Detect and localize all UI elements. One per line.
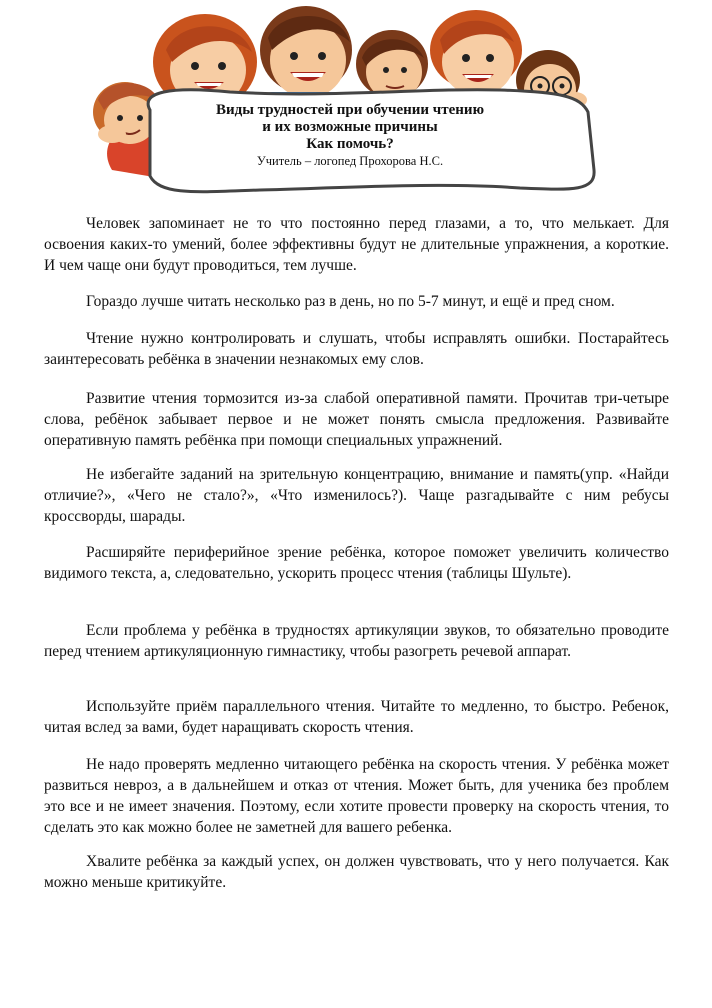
paragraph: Гораздо лучше читать несколько раз в день, но по 5-7 минут, и ещё и пред сном.	[86, 293, 615, 310]
paragraph: Хвалите ребёнка за каждый успех, он должен чувствовать, что у него получается. Как можно меньше критикуйте.	[44, 853, 669, 891]
paragraph: Если проблема у ребёнка в трудностях артикуляции звуков, то обязательно проводите перед чтением артикуляционную гимнастику, чтобы разогреть речевой аппарат.	[44, 622, 669, 660]
paragraph: Используйте приём параллельного чтения. Читайте то медленно, то быстро. Ребенок, читая вслед за вами, будет наращивать скорость чтения.	[44, 698, 669, 736]
paragraph: Развитие чтения тормозится из-за слабой оперативной памяти. Прочитав три-четыре слова, ребёнок забывает первое и не может понять смысла предложения. Развивайте оперативную память ребёнка при помощи специальных упражнений.	[44, 390, 669, 449]
header-title-block	[160, 102, 540, 170]
title-line-2: и их возможные причины	[262, 118, 438, 135]
paragraph: Не надо проверять медленно читающего ребёнка на скорость чтения. У ребёнка может развиться невроз, а в дальнейшем и отказ от чтения. Может быть, для ученика без проблем это все и не имеет значения. Поэтому, если хотите провести проверку на скорость чтения, то сделать это как можно более не заметней для вашего ребенка.	[44, 756, 669, 836]
paragraph: Чтение нужно контролировать и слушать, чтобы исправлять ошибки. Постарайтесь заинтересовать ребёнка в значении незнакомых ему слов.	[44, 330, 669, 368]
paragraph: Человек запоминает не то что постоянно перед глазами, а то, что мелькает. Для освоения каких-то умений, более эффективны будут не длительные упражнения, а короткие. И чем чаще они будут проводиться, тем лучше.	[44, 215, 669, 274]
author-line: Учитель – логопед Прохорова Н.С.	[256, 154, 444, 168]
paragraph: Не избегайте заданий на зрительную концентрацию, внимание и память(упр. «Найди отличие?», «Чего не стало?», «Что изменилось?). Чаще разгадывайте с ним ребусы кроссворды, шарады.	[44, 466, 669, 525]
title-line-3: Как помочь?	[306, 136, 394, 152]
children-banner-illustration	[0, 0, 712, 200]
title-line-1: Виды трудностей при обучении чтению	[215, 102, 485, 118]
paragraph: Расширяйте периферийное зрение ребёнка, которое поможет увеличить количество видимого текста, а, следовательно, ускорить процесс чтения (таблицы Шульте).	[44, 544, 669, 582]
